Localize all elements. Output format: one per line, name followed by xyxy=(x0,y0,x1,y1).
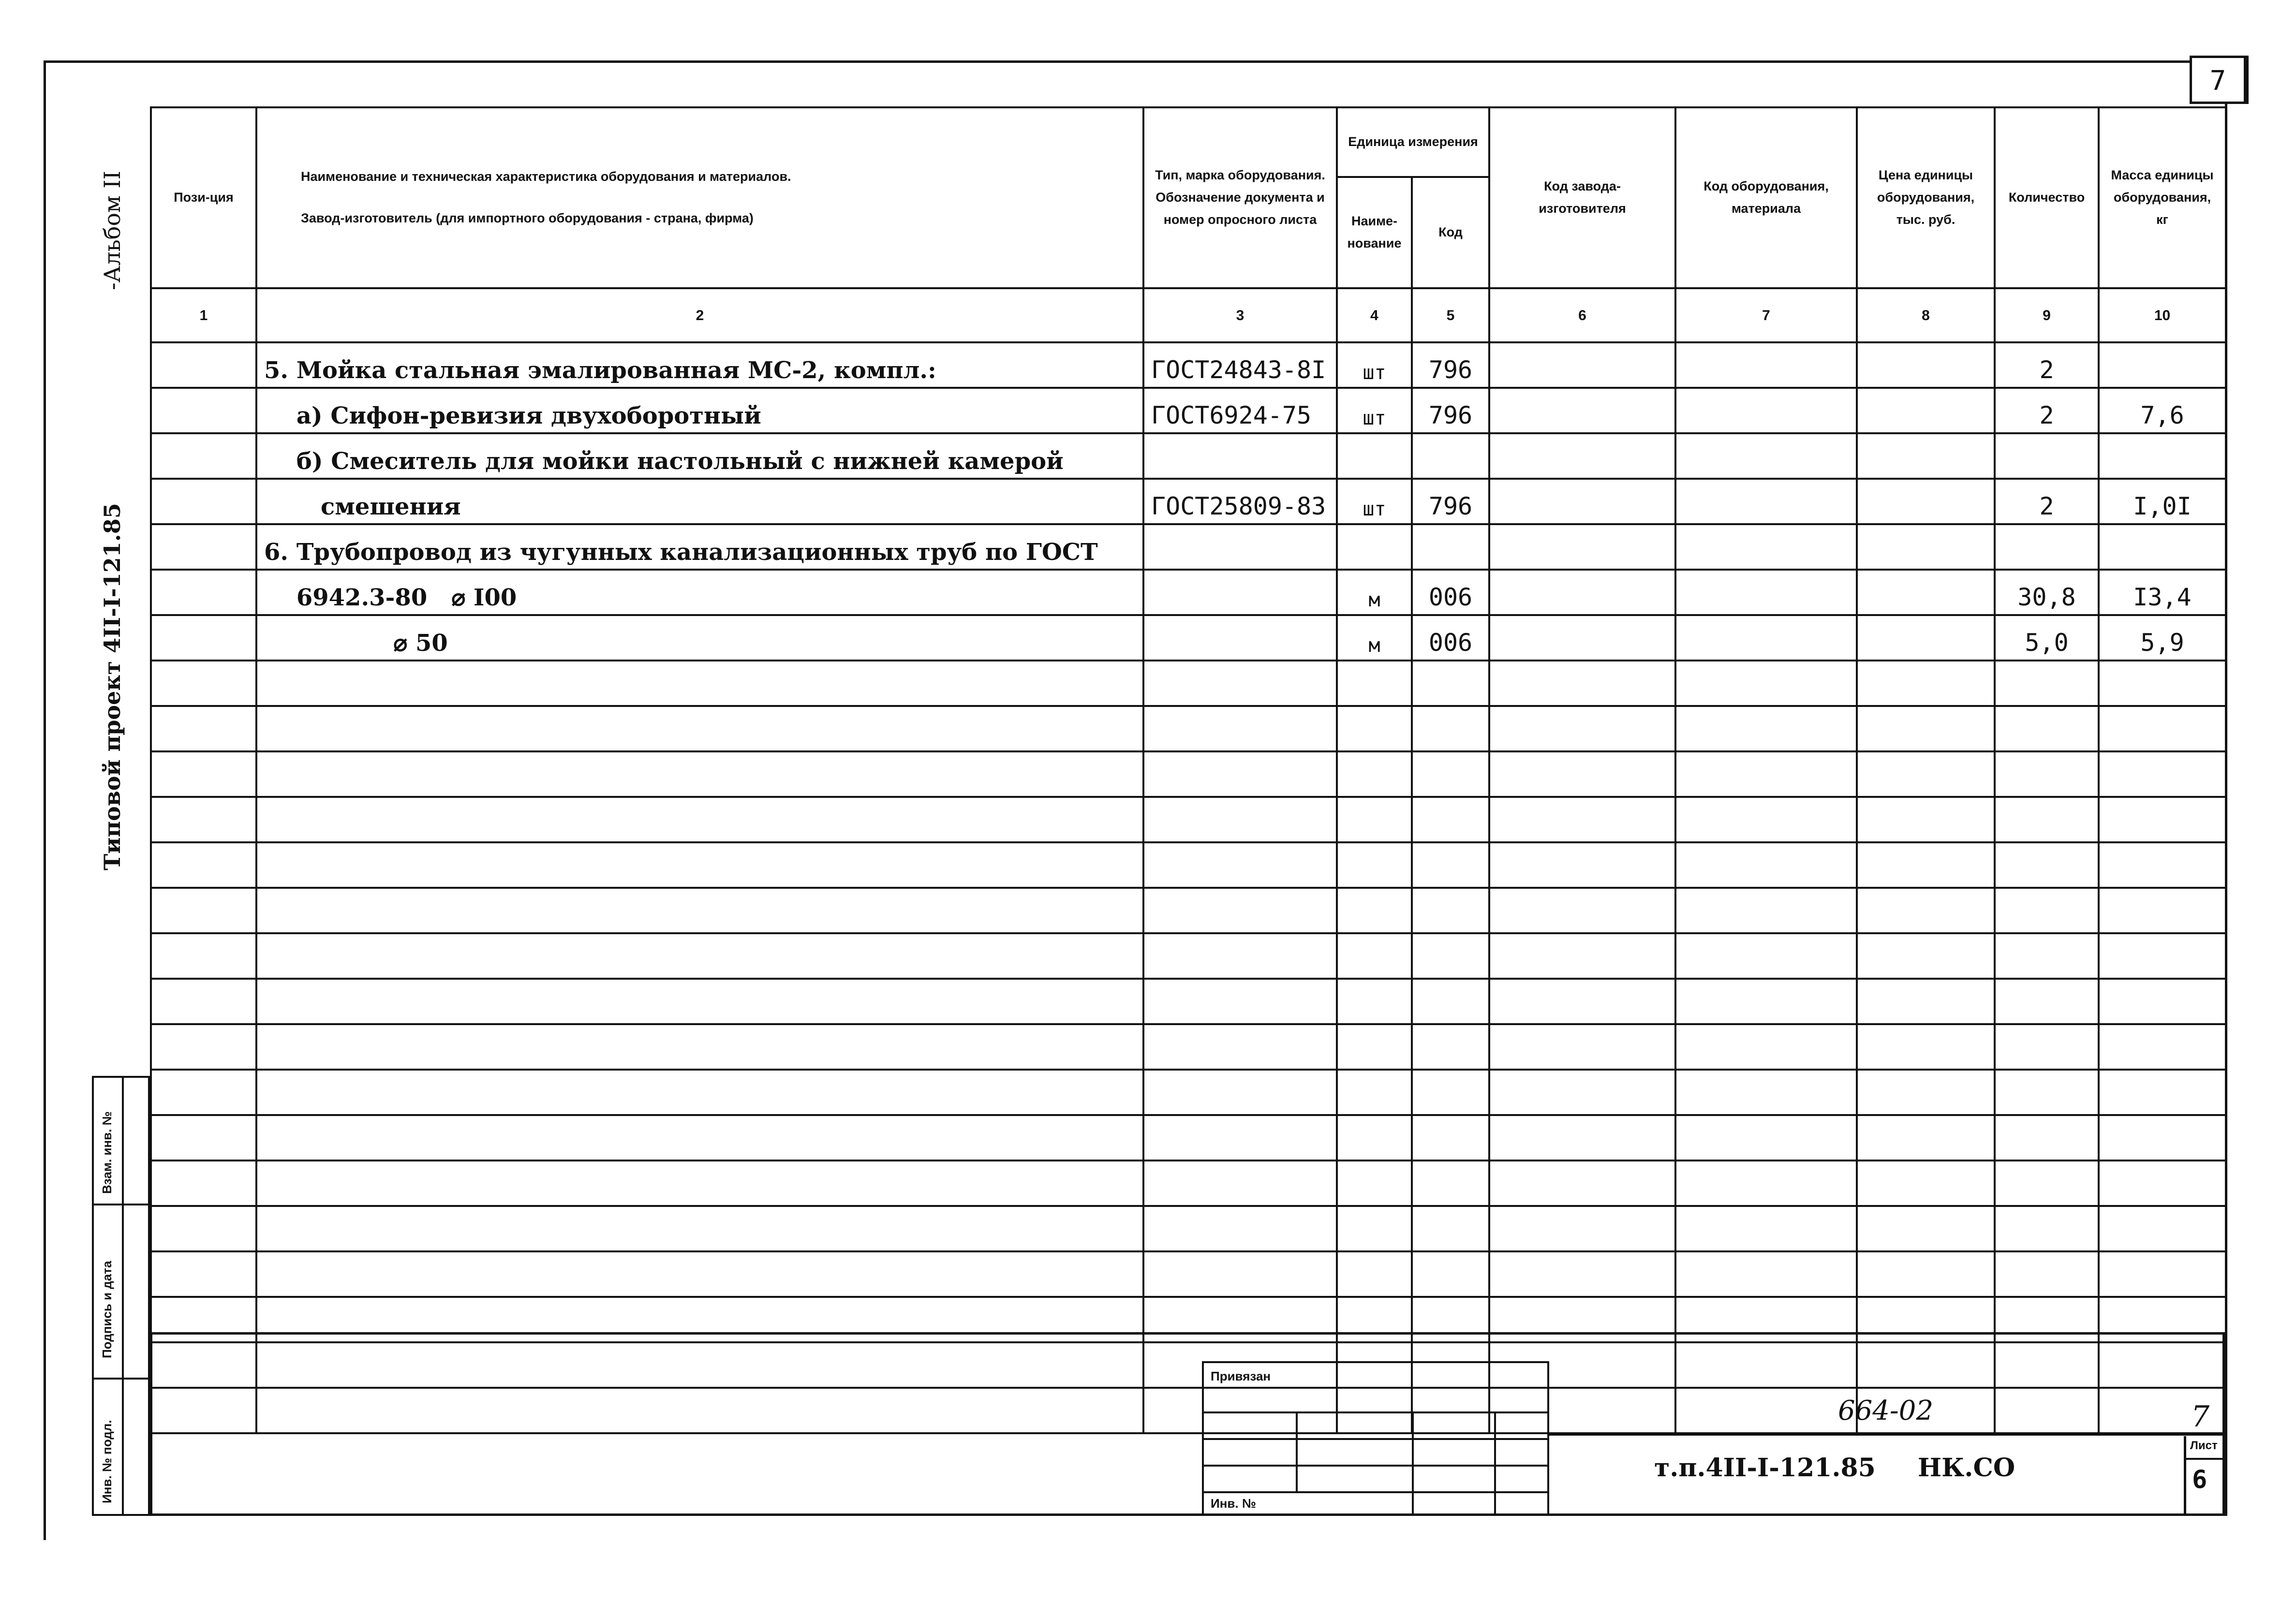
cell-name: а) Сифон-ревизия двухоборотный xyxy=(256,388,1143,433)
cell-name xyxy=(256,1251,1143,1297)
cell-qty: 5,0 xyxy=(1995,615,2099,661)
sheet-number-box xyxy=(2190,56,2246,104)
cell-name xyxy=(256,1070,1143,1115)
cell-price xyxy=(1857,342,1995,388)
cell-mass xyxy=(2099,433,2226,479)
cell-type xyxy=(1143,433,1337,479)
cell-qty xyxy=(1995,1161,2099,1206)
cell-price xyxy=(1857,751,1995,797)
empty-table-row xyxy=(151,979,2226,1024)
empty-table-row xyxy=(151,797,2226,842)
cell-factory xyxy=(1489,706,1675,751)
header-equipment-code: Код оборудования, материала xyxy=(1675,107,1857,288)
cell-mass xyxy=(2099,797,2226,842)
cell-qty xyxy=(1995,842,2099,888)
cell-code xyxy=(1412,888,1489,933)
colnum-3: 3 xyxy=(1143,288,1337,342)
cell-factory xyxy=(1489,797,1675,842)
stamp-field-inv-original: Инв. № подл. xyxy=(100,1420,114,1503)
cell-pos xyxy=(151,979,256,1024)
cell-mass xyxy=(2099,1161,2226,1206)
cell-factory xyxy=(1489,933,1675,979)
column-number-row xyxy=(151,288,2226,342)
cell-pos xyxy=(151,706,256,751)
doc-block-top-line xyxy=(1549,1434,2225,1436)
empty-table-row xyxy=(151,888,2226,933)
cell-price xyxy=(1857,1251,1995,1297)
cell-name: смешения xyxy=(256,479,1143,524)
cell-equip xyxy=(1675,1251,1857,1297)
cell-equip xyxy=(1675,842,1857,888)
cell-name: 5. Мойка стальная эмалированная МС-2, компл.: xyxy=(256,342,1143,388)
cell-unit: м xyxy=(1337,615,1412,661)
grid-v2 xyxy=(1412,1411,1414,1516)
cell-mass xyxy=(2099,1024,2226,1070)
cell-qty xyxy=(1995,433,2099,479)
cell-equip xyxy=(1675,797,1857,842)
cell-qty xyxy=(1995,979,2099,1024)
cell-mass xyxy=(2099,661,2226,706)
cell-equip xyxy=(1675,570,1857,615)
cell-equip xyxy=(1675,524,1857,570)
header-price: Цена единицы оборудования, тыс. руб. xyxy=(1857,107,1995,288)
colnum-10: 10 xyxy=(2099,288,2226,342)
cell-pos xyxy=(151,1070,256,1115)
header-unit-code: Код xyxy=(1412,177,1489,288)
grid-v1 xyxy=(1296,1411,1298,1491)
cell-type xyxy=(1143,751,1337,797)
cell-code xyxy=(1412,1070,1489,1115)
empty-table-row xyxy=(151,1024,2226,1070)
cell-code xyxy=(1412,797,1489,842)
cell-type xyxy=(1143,979,1337,1024)
cell-price xyxy=(1857,1115,1995,1161)
empty-table-row xyxy=(151,1161,2226,1206)
table-row xyxy=(151,615,2226,661)
cell-unit: м xyxy=(1337,570,1412,615)
title-block-top-line xyxy=(150,1332,2225,1335)
colnum-7: 7 xyxy=(1675,288,1857,342)
table-row xyxy=(151,342,2226,388)
cell-mass xyxy=(2099,1115,2226,1161)
cell-factory xyxy=(1489,661,1675,706)
cell-unit xyxy=(1337,797,1412,842)
sheet-cell-divider xyxy=(2186,1458,2225,1460)
privyazan-label: Привязан xyxy=(1211,1369,1271,1383)
cell-price xyxy=(1857,1206,1995,1251)
sheet-number: 6 xyxy=(2192,1465,2207,1494)
cell-equip xyxy=(1675,1206,1857,1251)
cell-code xyxy=(1412,1115,1489,1161)
cell-qty xyxy=(1995,1024,2099,1070)
cell-code xyxy=(1412,524,1489,570)
cell-name xyxy=(256,1024,1143,1070)
colnum-1: 1 xyxy=(151,288,256,342)
left-stamp-divider xyxy=(122,1078,124,1514)
cell-unit xyxy=(1337,842,1412,888)
cell-qty: 2 xyxy=(1995,388,2099,433)
cell-type xyxy=(1143,1024,1337,1070)
cell-type xyxy=(1143,1115,1337,1161)
cell-unit xyxy=(1337,1024,1412,1070)
cell-type xyxy=(1143,842,1337,888)
table-row xyxy=(151,433,2226,479)
cell-factory xyxy=(1489,1115,1675,1161)
header-position: Пози-ция xyxy=(151,107,256,288)
cell-unit: шт xyxy=(1337,388,1412,433)
empty-table-row xyxy=(151,842,2226,888)
cell-equip xyxy=(1675,615,1857,661)
cell-code xyxy=(1412,661,1489,706)
cell-unit xyxy=(1337,1115,1412,1161)
cell-qty xyxy=(1995,524,2099,570)
cell-equip xyxy=(1675,751,1857,797)
cell-qty xyxy=(1995,661,2099,706)
cell-qty xyxy=(1995,1251,2099,1297)
cell-unit xyxy=(1337,1206,1412,1251)
cell-name: ⌀ 50 xyxy=(256,615,1143,661)
sheet-label: Лист xyxy=(2190,1439,2218,1452)
cell-mass: I3,4 xyxy=(2099,570,2226,615)
stamp-field-replace-inv: Взам. инв. № xyxy=(100,1111,114,1194)
cell-equip xyxy=(1675,706,1857,751)
cell-equip xyxy=(1675,1115,1857,1161)
cell-mass xyxy=(2099,524,2226,570)
cell-mass xyxy=(2099,751,2226,797)
cell-unit xyxy=(1337,888,1412,933)
cell-pos xyxy=(151,1024,256,1070)
header-name xyxy=(256,107,1143,288)
cell-type xyxy=(1143,706,1337,751)
cell-price xyxy=(1857,1024,1995,1070)
empty-table-row xyxy=(151,661,2226,706)
cell-unit xyxy=(1337,1251,1412,1297)
cell-name xyxy=(256,1115,1143,1161)
cell-name xyxy=(256,979,1143,1024)
cell-factory xyxy=(1489,1251,1675,1297)
frame-top-line xyxy=(44,60,2190,63)
cell-pos xyxy=(151,661,256,706)
stamp-field-signature-date: Подпись и дата xyxy=(100,1261,114,1358)
cell-code: 006 xyxy=(1412,615,1489,661)
cell-factory xyxy=(1489,433,1675,479)
empty-table-row xyxy=(151,751,2226,797)
header-name-line1: Наименование и техническая характеристика оборудования и материалов. xyxy=(301,169,791,184)
cell-name: 6. Трубопровод из чугунных канализационных труб по ГОСТ xyxy=(256,524,1143,570)
left-stamp-sep-2 xyxy=(94,1378,148,1380)
cell-pos xyxy=(151,479,256,524)
cell-pos xyxy=(151,1161,256,1206)
cell-price xyxy=(1857,797,1995,842)
empty-table-row xyxy=(151,1115,2226,1161)
cell-unit xyxy=(1337,1070,1412,1115)
sheet-top-number: 7 xyxy=(2209,65,2226,97)
cell-unit xyxy=(1337,979,1412,1024)
sheet-box-right xyxy=(2246,56,2249,104)
cell-code xyxy=(1412,842,1489,888)
cell-code: 796 xyxy=(1412,388,1489,433)
cell-price xyxy=(1857,524,1995,570)
table-row xyxy=(151,388,2226,433)
cell-unit xyxy=(1337,433,1412,479)
cell-equip xyxy=(1675,888,1857,933)
inv-no-label: Инв. № xyxy=(1211,1496,1256,1511)
cell-mass xyxy=(2099,979,2226,1024)
cell-price xyxy=(1857,615,1995,661)
cell-factory xyxy=(1489,615,1675,661)
document-suffix: НК.СО xyxy=(1918,1453,2015,1483)
cell-type xyxy=(1143,661,1337,706)
cell-price xyxy=(1857,1161,1995,1206)
cell-code xyxy=(1412,433,1489,479)
header-unit-group: Единица измерения xyxy=(1337,107,1489,177)
cell-code xyxy=(1412,933,1489,979)
cell-unit xyxy=(1337,1161,1412,1206)
table-row xyxy=(151,570,2226,615)
header-factory-code: Код завода-изготовителя xyxy=(1489,107,1675,288)
header-type: Тип, марка оборудования. Обозначение документа и номер опросного листа xyxy=(1143,107,1337,288)
cell-price xyxy=(1857,388,1995,433)
table-row xyxy=(151,524,2226,570)
cell-type xyxy=(1143,933,1337,979)
cell-pos xyxy=(151,751,256,797)
cell-unit xyxy=(1337,661,1412,706)
cell-factory xyxy=(1489,751,1675,797)
cell-unit: шт xyxy=(1337,479,1412,524)
cell-type xyxy=(1143,1206,1337,1251)
cell-type xyxy=(1143,1070,1337,1115)
cell-unit xyxy=(1337,706,1412,751)
cell-pos xyxy=(151,1115,256,1161)
cell-pos xyxy=(151,797,256,842)
cell-qty xyxy=(1995,1115,2099,1161)
cell-equip xyxy=(1675,342,1857,388)
cell-price xyxy=(1857,979,1995,1024)
cell-code xyxy=(1412,751,1489,797)
cell-pos xyxy=(151,842,256,888)
cell-unit: шт xyxy=(1337,342,1412,388)
cell-factory xyxy=(1489,524,1675,570)
cell-equip xyxy=(1675,661,1857,706)
cell-name: б) Смеситель для мойки настольный с нижней камерой xyxy=(256,433,1143,479)
cell-equip xyxy=(1675,1024,1857,1070)
empty-table-row xyxy=(151,1070,2226,1115)
cell-name xyxy=(256,1206,1143,1251)
sheet-handwritten-number: 7 xyxy=(2191,1400,2210,1434)
empty-table-row xyxy=(151,1206,2226,1251)
cell-qty: 2 xyxy=(1995,479,2099,524)
cell-name xyxy=(256,797,1143,842)
cell-price xyxy=(1857,570,1995,615)
cell-price xyxy=(1857,479,1995,524)
cell-unit xyxy=(1337,751,1412,797)
album-label: -Альбом II xyxy=(99,171,125,290)
cell-mass xyxy=(2099,842,2226,888)
cell-name xyxy=(256,661,1143,706)
header-unit-name: Наиме-нование xyxy=(1337,177,1412,288)
cell-equip xyxy=(1675,1070,1857,1115)
cell-mass: 5,9 xyxy=(2099,615,2226,661)
cell-pos xyxy=(151,342,256,388)
cell-type xyxy=(1143,615,1337,661)
cell-type: ГОСТ25809-83 xyxy=(1143,479,1337,524)
cell-code xyxy=(1412,1251,1489,1297)
cell-factory xyxy=(1489,888,1675,933)
cell-mass xyxy=(2099,1206,2226,1251)
header-mass: Масса единицы оборудования, кг xyxy=(2099,107,2226,288)
cell-mass: I,0I xyxy=(2099,479,2226,524)
frame-left-line xyxy=(44,60,46,1540)
cell-equip xyxy=(1675,479,1857,524)
cell-code: 796 xyxy=(1412,342,1489,388)
cell-code xyxy=(1412,979,1489,1024)
cell-equip xyxy=(1675,979,1857,1024)
cell-mass xyxy=(2099,888,2226,933)
cell-price xyxy=(1857,933,1995,979)
cell-factory xyxy=(1489,479,1675,524)
colnum-4: 4 xyxy=(1337,288,1412,342)
cell-code xyxy=(1412,1161,1489,1206)
cell-qty xyxy=(1995,706,2099,751)
cell-mass: 7,6 xyxy=(2099,388,2226,433)
cell-name xyxy=(256,933,1143,979)
cell-factory xyxy=(1489,979,1675,1024)
colnum-6: 6 xyxy=(1489,288,1675,342)
cell-qty xyxy=(1995,888,2099,933)
table-row xyxy=(151,479,2226,524)
colnum-5: 5 xyxy=(1412,288,1489,342)
cell-price xyxy=(1857,842,1995,888)
grid-v3 xyxy=(1494,1411,1496,1516)
cell-type xyxy=(1143,797,1337,842)
cell-code xyxy=(1412,1206,1489,1251)
cell-pos xyxy=(151,433,256,479)
cell-factory xyxy=(1489,570,1675,615)
header-quantity: Количество xyxy=(1995,107,2099,288)
project-label: Типовой проект 4II-I-121.85 xyxy=(99,503,125,870)
cell-qty: 30,8 xyxy=(1995,570,2099,615)
cell-factory xyxy=(1489,342,1675,388)
cell-mass xyxy=(2099,1070,2226,1115)
left-vertical-stamp xyxy=(92,1076,150,1516)
cell-unit xyxy=(1337,933,1412,979)
cell-name xyxy=(256,888,1143,933)
document-code: т.п.4II-I-121.85 xyxy=(1654,1453,1876,1483)
cell-name xyxy=(256,706,1143,751)
cell-code: 796 xyxy=(1412,479,1489,524)
left-stamp-sep-1 xyxy=(94,1204,148,1205)
cell-qty xyxy=(1995,933,2099,979)
cell-equip xyxy=(1675,1161,1857,1206)
cell-qty xyxy=(1995,1206,2099,1251)
cell-name xyxy=(256,842,1143,888)
cell-type: ГОСТ6924-75 xyxy=(1143,388,1337,433)
empty-table-row xyxy=(151,933,2226,979)
cell-price xyxy=(1857,661,1995,706)
cell-name xyxy=(256,751,1143,797)
colnum-2: 2 xyxy=(256,288,1143,342)
colnum-9: 9 xyxy=(1995,288,2099,342)
privyazka-grid xyxy=(1202,1361,1549,1516)
cell-type: ГОСТ24843-8I xyxy=(1143,342,1337,388)
cell-type xyxy=(1143,1161,1337,1206)
cell-type xyxy=(1143,570,1337,615)
cell-type xyxy=(1143,888,1337,933)
cell-name: 6942.3-80 ⌀ I00 xyxy=(256,570,1143,615)
cell-type xyxy=(1143,1251,1337,1297)
cell-qty xyxy=(1995,1070,2099,1115)
colnum-8: 8 xyxy=(1857,288,1995,342)
specification-table xyxy=(150,106,2227,1434)
cell-pos xyxy=(151,570,256,615)
header-name-line2: Завод-изготовитель (для импортного оборудования - страна, фирма) xyxy=(301,211,754,225)
cell-pos xyxy=(151,524,256,570)
cell-factory xyxy=(1489,1161,1675,1206)
empty-table-row xyxy=(151,1251,2226,1297)
cell-qty xyxy=(1995,751,2099,797)
cell-mass xyxy=(2099,933,2226,979)
cell-equip xyxy=(1675,433,1857,479)
cell-unit xyxy=(1337,524,1412,570)
cell-factory xyxy=(1489,842,1675,888)
cell-price xyxy=(1857,1070,1995,1115)
cell-pos xyxy=(151,615,256,661)
cell-equip xyxy=(1675,388,1857,433)
cell-qty xyxy=(1995,797,2099,842)
cell-code: 006 xyxy=(1412,570,1489,615)
cell-price xyxy=(1857,433,1995,479)
cell-factory xyxy=(1489,388,1675,433)
cell-code xyxy=(1412,1024,1489,1070)
cell-mass xyxy=(2099,342,2226,388)
cell-price xyxy=(1857,706,1995,751)
cell-factory xyxy=(1489,1070,1675,1115)
cell-factory xyxy=(1489,1206,1675,1251)
cell-pos xyxy=(151,388,256,433)
cell-mass xyxy=(2099,1251,2226,1297)
cell-factory xyxy=(1489,1024,1675,1070)
cell-code xyxy=(1412,706,1489,751)
cell-equip xyxy=(1675,933,1857,979)
cell-name xyxy=(256,1161,1143,1206)
empty-table-row xyxy=(151,706,2226,751)
cell-pos xyxy=(151,1251,256,1297)
cell-price xyxy=(1857,888,1995,933)
handwritten-code: 664-02 xyxy=(1838,1395,1934,1426)
cell-pos xyxy=(151,1206,256,1251)
cell-pos xyxy=(151,933,256,979)
table-body xyxy=(151,342,2226,1433)
sheet-cell xyxy=(2184,1436,2225,1516)
cell-pos xyxy=(151,888,256,933)
header-row-1 xyxy=(151,107,2226,177)
cell-qty: 2 xyxy=(1995,342,2099,388)
cell-mass xyxy=(2099,706,2226,751)
cell-type xyxy=(1143,524,1337,570)
